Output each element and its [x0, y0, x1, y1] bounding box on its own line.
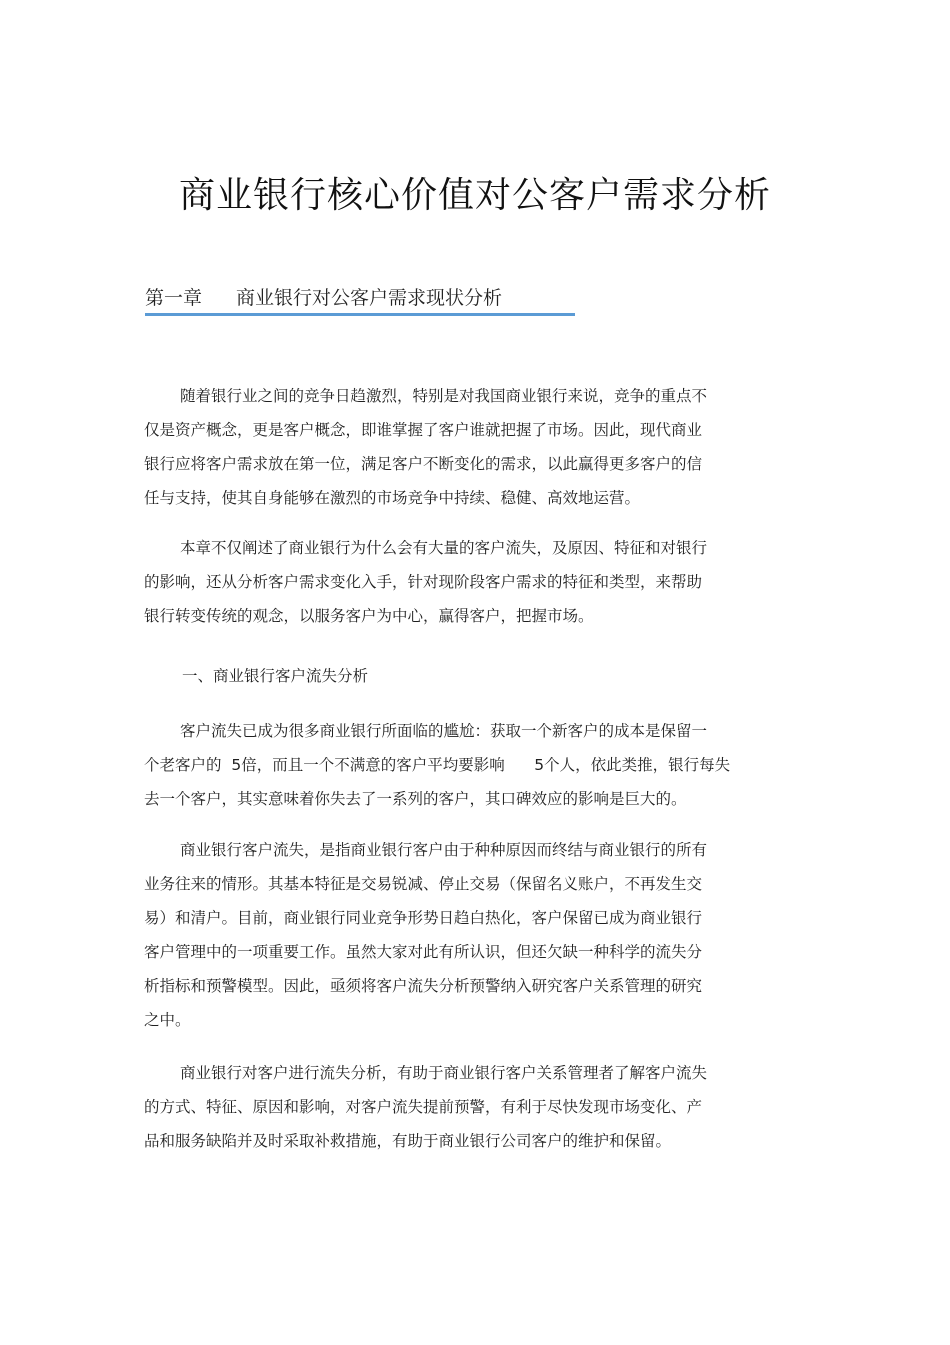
- chapter-heading: [145, 283, 575, 316]
- paragraph-line: 的影响，还从分析客户需求变化入手，针对现阶段客户需求的特征和类型，来帮助: [144, 573, 703, 591]
- paragraph-section-2: [144, 833, 784, 1037]
- paragraph-line: 商业银行对客户进行流失分析，有助于商业银行客户关系管理者了解客户流失: [180, 1064, 708, 1082]
- paragraph-line: 业务往来的情形。其基本特征是交易锐减、停止交易（保留名义账户，不再发生交: [144, 875, 703, 893]
- paragraph-line: 易）和清户。目前，商业银行同业竞争形势日趋白热化，客户保留已成为商业银行: [144, 909, 703, 927]
- paragraph-line: 之中。: [144, 1011, 191, 1029]
- paragraph-line: 的方式、特征、原因和影响，对客户流失提前预警，有利于尽快发现市场变化、产: [144, 1098, 703, 1116]
- paragraph-line: 客户流失已成为很多商业银行所面临的尴尬：获取一个新客户的成本是保留一: [180, 722, 708, 740]
- paragraph-line: 析指标和预警模型。因此，亟须将客户流失分析预警纳入研究客户关系管理的研究: [144, 977, 703, 995]
- paragraph-line: 品和服务缺陷并及时采取补救措施，有助于商业银行公司客户的维护和保留。: [144, 1132, 672, 1150]
- paragraph-section-3: [144, 1056, 784, 1158]
- document-title: 商业银行核心价值对公客户需求分析: [178, 175, 771, 216]
- paragraph-line: 任与支持，使其自身能够在激烈的市场竞争中持续、稳健、高效地运营。: [144, 489, 641, 507]
- paragraph-line: 本章不仅阐述了商业银行为什么会有大量的客户流失，及原因、特征和对银行: [180, 539, 708, 557]
- paragraph-line: 去一个客户，其实意味着你失去了一系列的客户，其口碑效应的影响是巨大的。: [144, 790, 687, 808]
- chapter-title: 商业银行对公客户需求现状分析: [236, 287, 503, 309]
- paragraph-line: 客户管理中的一项重要工作。虽然大家对此有所认识，但还欠缺一种科学的流失分: [144, 943, 703, 961]
- paragraph-line: 银行转变传统的观念，以服务客户为中心，赢得客户，把握市场。: [144, 607, 594, 625]
- paragraph-line: 个老客户的 5倍，而且一个不满意的客户平均要影响 5个人，依此类推，银行每失: [144, 756, 731, 774]
- paragraph-line: 银行应将客户需求放在第一位，满足客户不断变化的需求，以此赢得更多客户的信: [144, 455, 703, 473]
- paragraph-line: 商业银行客户流失，是指商业银行客户由于种种原因而终结与商业银行的所有: [180, 841, 708, 859]
- paragraph-line: 随着银行业之间的竞争日趋激烈，特别是对我国商业银行来说，竞争的重点不: [180, 387, 708, 405]
- section-heading: 一、商业银行客户流失分析: [182, 667, 369, 685]
- paragraph-line: 仅是资产概念，更是客户概念，即谁掌握了客户谁就把握了市场。因此，现代商业: [144, 421, 703, 439]
- chapter-number: 第一章: [145, 287, 203, 309]
- paragraph-intro-1: [144, 379, 784, 515]
- paragraph-section-1: [144, 714, 794, 816]
- paragraph-intro-2: [144, 531, 784, 633]
